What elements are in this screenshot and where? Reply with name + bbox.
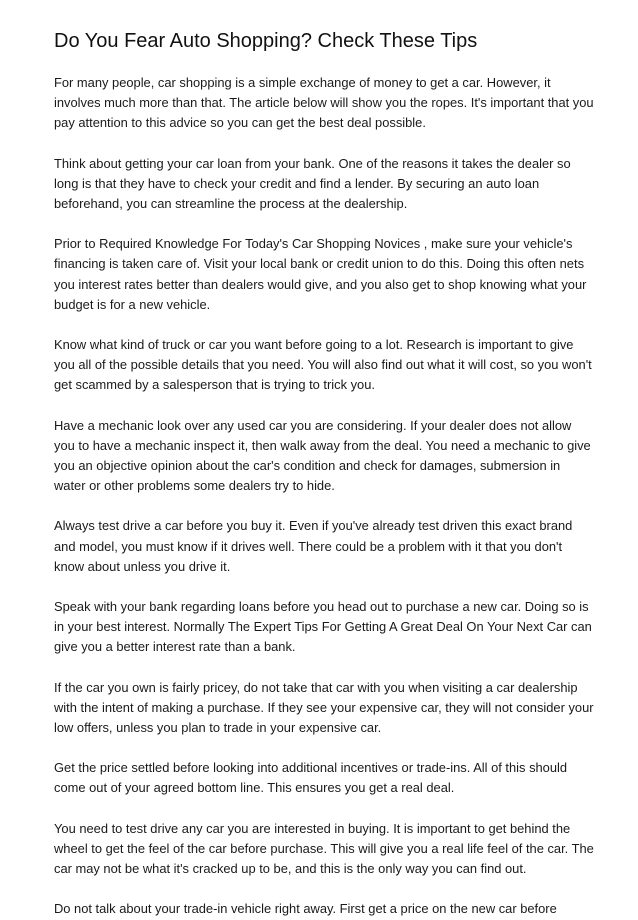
paragraph-11: Do not talk about your trade-in vehicle right away. First get a price on the new car before (54, 901, 557, 917)
paragraph-4: Know what kind of truck or car you want before going to a lot. Research is important to give you all of the possible details that you need. You will also find out what it will cost, so you won't get scammed by a salesperson that is trying to trick you. (54, 337, 592, 393)
paragraph-5: Have a mechanic look over any used car you are considering. If your dealer does not allow you to have a mechanic inspect it, then walk away from the deal. You need a mechanic to give you an objective opinion about the car's condition and check for damages, submersion in water or other problems some dealers try to hide. (54, 417, 591, 494)
paragraph-2: Think about getting your car loan from your bank. One of the reasons it takes the dealer so long is that they have to check your credit and find a lender. By securing an auto loan beforehand, you can streamline the process at the dealership. (54, 155, 571, 212)
paragraph-9: Get the price settled before looking into additional incentives or trade-ins. All of this should come out of your agreed bottom line. This ensures you get a real deal. (54, 760, 568, 796)
paragraph-7: Speak with your bank regarding loans before you head out to purchase a new car. Doing so is in your best interest. Normally The Expert Tips For Getting A Great Deal On Your Next Car can give you a better interest rate than a bank. (54, 599, 592, 655)
paragraph-3: Prior to Required Knowledge For Today's Car Shopping Novices , make sure your vehicle's financing is taken care of. Visit your local bank or credit union to do this. Doing this often nets you interest rates better than dealers would give, and you also get to shop knowing what your budget is for a new vehicle. (54, 236, 587, 312)
paragraph-1: For many people, car shopping is a simple exchange of money to get a car. However, it involves much more than that. The article below will show you the ropes. It's important that you pay attention to this advice so you can get the best deal possible. (54, 75, 594, 131)
paragraph-6: Always test drive a car before you buy it. Even if you've already test driven this exact brand and model, you must know if it drives well. There could be a problem with it that you don't know about unless you drive it. (54, 518, 573, 574)
page-title: Do You Fear Auto Shopping? Check These Tips (54, 30, 478, 52)
paragraph-10: You need to test drive any car you are interested in buying. It is important to get behind the wheel to get the feel of the car before purchase. This will give you a real life feel of the car. The car may not be what it's cracked up to be, and this is the only way you can find out. (54, 820, 594, 877)
document-page (54, 28, 594, 920)
paragraph-8: If the car you own is fairly pricey, do not take that car with you when visiting a car dealership with the intent of making a purchase. If they see your expensive car, they will not consider your low offers, unless you plan to trade in your expensive car. (54, 679, 594, 736)
